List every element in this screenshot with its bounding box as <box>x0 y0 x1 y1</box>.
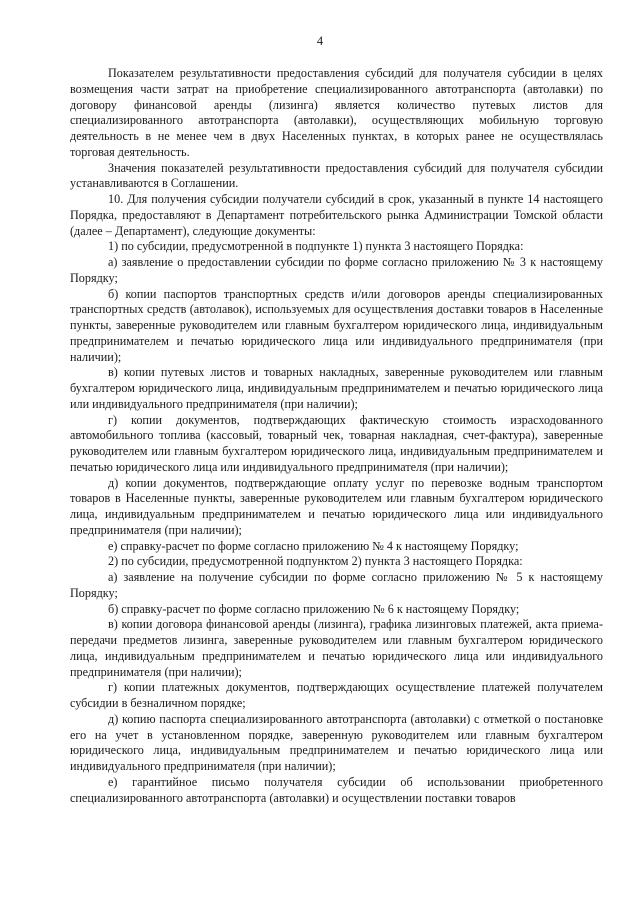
list-item-2e: е) гарантийное письмо получателя субсидии об использовании приобретенного специализированного автотранспорта (автолавки) и осуществлении поставки товаров <box>70 774 603 805</box>
list-item-1v: в) копии путевых листов и товарных накладных, заверенные руководителем или главным бухгалтером юридического лица, индивидуальным предпринимателем и печатью юридического лица или индивидуального предпринимателя (при наличии); <box>70 365 603 411</box>
list-item-2v: в) копии договора финансовой аренды (лизинга), графика лизинговых платежей, акта приема-передачи предметов лизинга, заверенные руководителем или главным бухгалтером юридического лица, индивидуальным предпринимателем и печатью юридического лица или индивидуального предпринимателя (при наличии); <box>70 617 603 679</box>
document-body <box>70 66 603 806</box>
list-item-2a: а) заявление на получение субсидии по форме согласно приложению № 5 к настоящему Порядку; <box>70 570 603 600</box>
list-item-1d: д) копии документов, подтверждающие оплату услуг по перевозке водным транспортом товаров в Населенные пункты, заверенные руководителем или главным бухгалтером юридического лица, индивидуальным предпринимателем и печатью юридического лица или индивидуального предпринимателя (при наличии); <box>70 475 603 537</box>
list-item-2d: д) копию паспорта специализированного автотранспорта (автолавки) с отметкой о постановке его на учет в установленном порядке, заверенную руководителем или главным бухгалтером юридического лица, индивидуальным предпринимателем и печатью юридического лица или индивидуального предпринимателя (при наличии); <box>70 711 603 773</box>
list-item-2b: б) справку-расчет по форме согласно приложению № 6 к настоящему Порядку; <box>108 601 520 616</box>
paragraph-indicator-values: Значения показателей результативности предоставления субсидий для получателя субсидии устанавливаются в Соглашении. <box>70 160 603 191</box>
paragraph-performance-indicator: Показателем результативности предоставления субсидий для получателя субсидии в целях возмещения части затрат на приобретение специализированного автотранспорта (автолавки) по договору финансовой аренды (лизинга) является количество путевых листов для специализированного автотранспорта (автолавки), осуществляющих мобильную торговую деятельность в не менее чем в двух Населенных пунктах, в которых ранее не осуществлялась торговая деятельность. <box>70 66 603 159</box>
list-item-1e: е) справку-расчет по форме согласно приложению № 4 к настоящему Порядку; <box>108 538 519 553</box>
paragraph-subclause-1: 1) по субсидии, предусмотренной в подпункте 1) пункта 3 настоящего Порядка: <box>108 239 524 254</box>
list-item-1b: б) копии паспортов транспортных средств и/или договоров аренды специализированных транспортных средств (автолавок), используемых для осуществления доставки товаров в Населенные пункты, заверенные руководителем или главным бухгалтером юридического лица, индивидуальным предпринимателем и печатью юридического лица или индивидуального предпринимателя (при наличии); <box>70 286 603 364</box>
page-number: 4 <box>316 34 324 48</box>
list-item-2g: г) копии платежных документов, подтверждающих осуществление платежей получателем субсидии в безналичном порядке; <box>70 680 603 710</box>
paragraph-subclause-2: 2) по субсидии, предусмотренной подпунктом 2) пункта 3 настоящего Порядка: <box>108 554 523 569</box>
list-item-1a: а) заявление о предоставлении субсидии по форме согласно приложению № 3 к настоящему Порядку; <box>70 255 603 285</box>
list-item-1g: г) копии документов, подтверждающих фактическую стоимость израсходованного автомобильного топлива (кассовый, товарный чек, товарная накладная, счет-фактура), заверенные руководителем или главным бухгалтером юридического лица, индивидуальным предпринимателем и печатью юридического лица или индивидуального предпринимателя (при наличии); <box>70 412 603 474</box>
paragraph-clause-10: 10. Для получения субсидии получатели субсидий в срок, указанный в пункте 14 настоящего Порядка, предоставляют в Департамент потребительского рынка Администрации Томской области (далее – Департамент), следующие документы: <box>70 192 603 238</box>
